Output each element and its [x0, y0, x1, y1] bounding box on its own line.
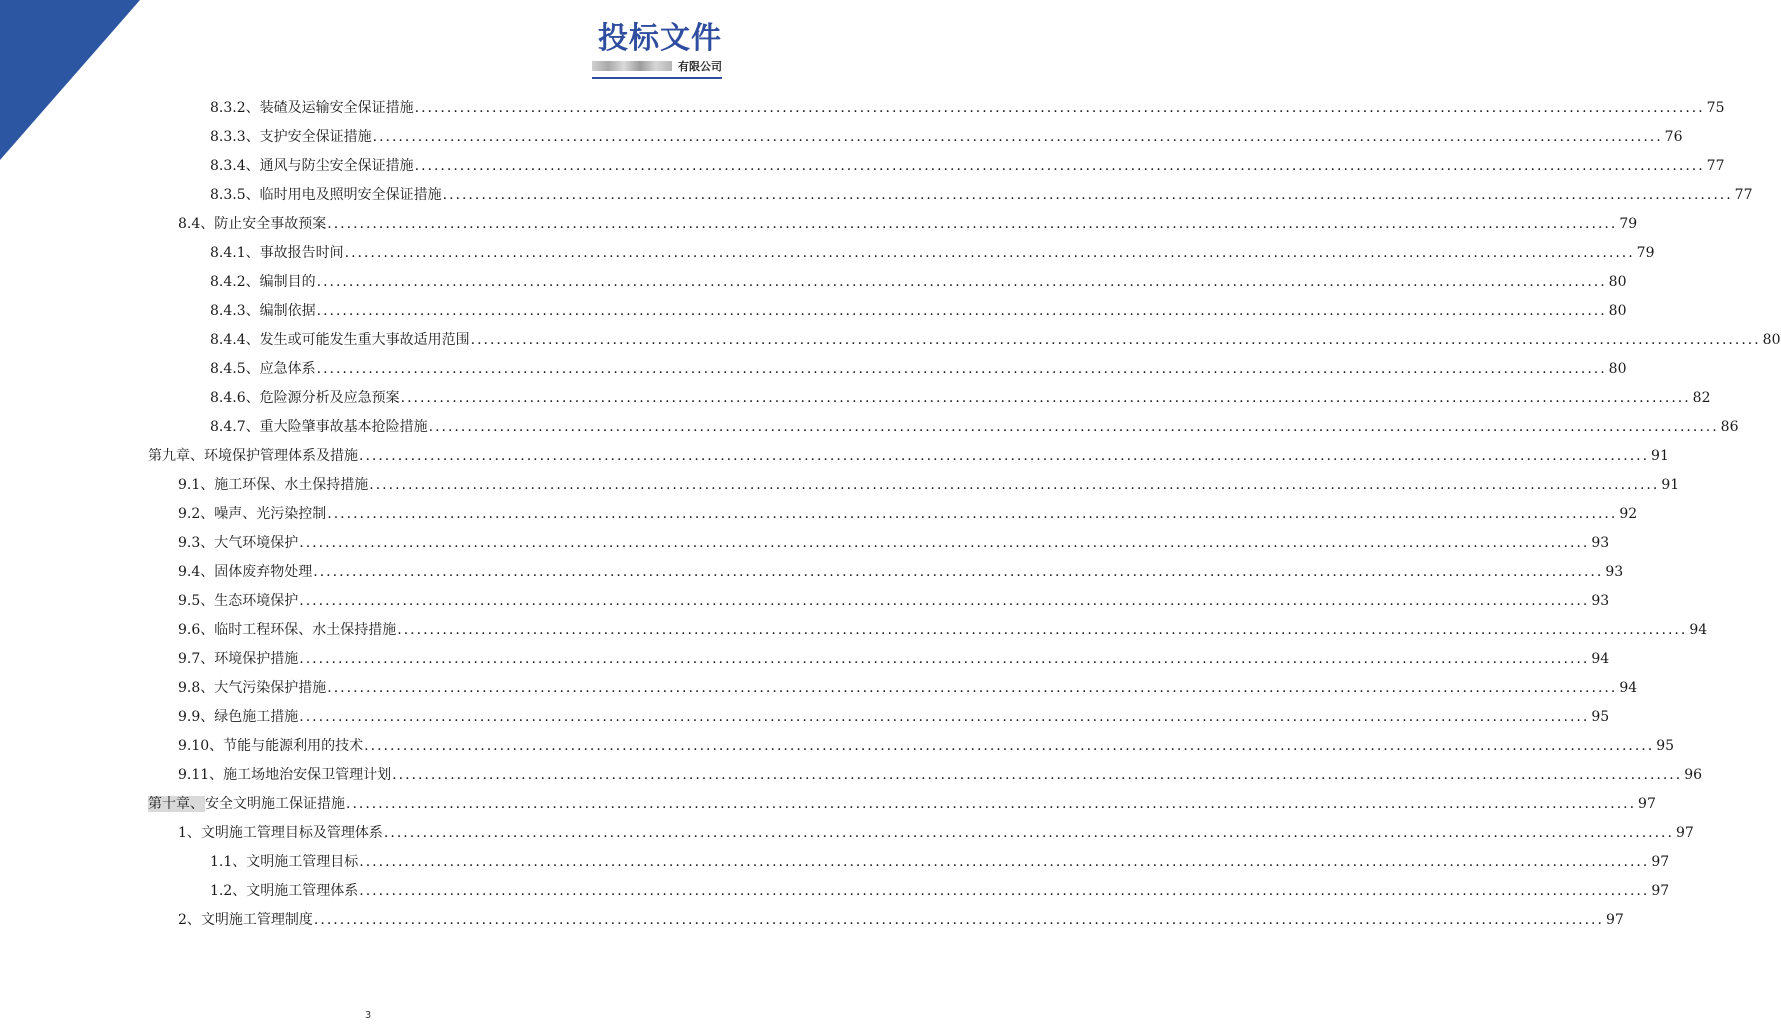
toc-entry-page: 79 [1619, 216, 1638, 232]
toc-entry-label: 9.2、噪声、光污染控制 [178, 506, 327, 522]
toc-entry-page: 80 [1762, 332, 1781, 348]
toc-entry[interactable] [178, 763, 1703, 787]
toc-entry[interactable] [148, 792, 1656, 816]
toc-entry-page: 95 [1656, 738, 1675, 754]
toc-entry-page: 75 [1706, 100, 1725, 116]
toc-entry-label: 8.4.3、编制依据 [210, 303, 316, 319]
toc-entry[interactable] [210, 96, 1725, 120]
toc-entry[interactable] [178, 560, 1624, 584]
toc-entry[interactable] [178, 589, 1610, 613]
toc-entry-label: 9.3、大气环境保护 [178, 535, 299, 551]
toc-dot-leader: ........................................................................................................................................................................................................ [327, 216, 1618, 232]
toc-entry-page: 96 [1684, 767, 1703, 783]
toc-entry[interactable] [178, 676, 1638, 700]
toc-entry[interactable] [178, 473, 1680, 497]
toc-dot-leader: ........................................................................................................................................................................................................ [299, 651, 1590, 667]
page-number: 3 [364, 1010, 372, 1021]
toc-dot-leader: ........................................................................................................................................................................................................ [299, 535, 1590, 551]
toc-dot-leader: ........................................................................................................................................................................................................ [316, 361, 1607, 377]
toc-dot-leader: ........................................................................................................................................................................................................ [414, 158, 1705, 174]
toc-entry-label: 9.9、绿色施工措施 [178, 709, 299, 725]
toc-entry-page: 97 [1651, 854, 1670, 870]
toc-entry-label: 2、文明施工管理制度 [178, 912, 313, 928]
toc-entry-label: 8.3.5、临时用电及照明安全保证措施 [210, 187, 442, 203]
toc-dot-leader: ........................................................................................................................................................................................................ [369, 477, 1660, 493]
toc-entry-page: 95 [1591, 709, 1610, 725]
toc-entry[interactable] [178, 618, 1708, 642]
toc-entry-page: 94 [1591, 651, 1610, 667]
toc-dot-leader: ........................................................................................................................................................................................................ [397, 622, 1688, 638]
toc-entry-label: 9.7、环境保护措施 [178, 651, 299, 667]
toc-entry-page: 97 [1675, 825, 1694, 841]
toc-entry-label: 9.6、临时工程环保、水土保持措施 [178, 622, 397, 638]
toc-entry-label: 9.1、施工环保、水土保持措施 [178, 477, 369, 493]
corner-decoration [0, 0, 140, 160]
redacted-company-name [592, 61, 672, 71]
toc-entry[interactable] [210, 125, 1683, 149]
toc-dot-leader: ........................................................................................................................................................................................................ [344, 245, 1635, 261]
toc-dot-leader: ........................................................................................................................................................................................................ [313, 564, 1604, 580]
toc-entry-page: 77 [1706, 158, 1725, 174]
toc-entry-page: 92 [1619, 506, 1638, 522]
toc-dot-leader: ........................................................................................................................................................................................................ [400, 390, 1691, 406]
toc-entry[interactable] [148, 444, 1669, 468]
toc-entry-label: 8.3.3、支护安全保证措施 [210, 129, 372, 145]
toc-entry[interactable] [210, 879, 1670, 903]
toc-entry-label: 8.4、防止安全事故预案 [178, 216, 327, 232]
toc-entry-label: 8.4.2、编制目的 [210, 274, 316, 290]
toc-dot-leader: ........................................................................................................................................................................................................ [442, 187, 1733, 203]
toc-entry-label: 9.8、大气污染保护措施 [178, 680, 327, 696]
toc-entry[interactable] [210, 270, 1627, 294]
toc-entry-page: 97 [1605, 912, 1624, 928]
toc-entry-label: 8.4.6、危险源分析及应急预案 [210, 390, 400, 406]
toc-entry[interactable] [178, 212, 1638, 236]
toc-entry[interactable] [178, 734, 1675, 758]
toc-dot-leader: ........................................................................................................................................................................................................ [316, 303, 1607, 319]
toc-dot-leader: ........................................................................................................................................................................................................ [414, 100, 1705, 116]
toc-entry[interactable] [178, 647, 1610, 671]
toc-entry-page: 77 [1734, 187, 1753, 203]
toc-entry-page: 93 [1605, 564, 1624, 580]
toc-entry-page: 94 [1619, 680, 1638, 696]
toc-entry-page: 93 [1591, 535, 1610, 551]
toc-dot-leader: ........................................................................................................................................................................................................ [359, 448, 1650, 464]
brand-subline [592, 58, 722, 74]
toc-entry-label: 1.1、文明施工管理目标 [210, 854, 359, 870]
toc-entry-page: 97 [1638, 796, 1656, 812]
toc-entry-label: 9.10、节能与能源利用的技术 [178, 738, 364, 754]
toc-entry-label: 8.3.2、装碴及运输安全保证措施 [210, 100, 414, 116]
toc-entry-page: 80 [1608, 303, 1627, 319]
toc-entry-page: 80 [1608, 274, 1627, 290]
toc-entry-label: 8.3.4、通风与防尘安全保证措施 [210, 158, 414, 174]
toc-entry[interactable] [178, 821, 1694, 845]
toc-entry-highlight: 第十章、 [148, 796, 204, 812]
toc-dot-leader: ........................................................................................................................................................................................................ [364, 738, 1655, 754]
toc-entry-label: 1、文明施工管理目标及管理体系 [178, 825, 383, 841]
toc-entry[interactable] [210, 154, 1725, 178]
toc-entry-label: 8.4.1、事故报告时间 [210, 245, 344, 261]
toc-entry-label: 9.11、施工场地治安保卫管理计划 [178, 767, 392, 783]
toc-entry[interactable] [178, 502, 1638, 526]
toc-entry[interactable] [210, 850, 1670, 874]
toc-entry-page: 91 [1651, 448, 1669, 464]
toc-entry-page: 76 [1664, 129, 1683, 145]
toc-dot-leader: ........................................................................................................................................................................................................ [299, 593, 1590, 609]
toc-entry[interactable] [210, 299, 1627, 323]
toc-entry[interactable] [210, 183, 1753, 207]
toc-entry[interactable] [210, 415, 1739, 439]
toc-dot-leader: ........................................................................................................................................................................................................ [359, 883, 1650, 899]
toc-dot-leader: ........................................................................................................................................................................................................ [299, 709, 1590, 725]
toc-entry[interactable] [178, 908, 1624, 932]
toc-entry-page: 80 [1608, 361, 1627, 377]
toc-entry-page: 97 [1651, 883, 1670, 899]
toc-dot-leader: ........................................................................................................................................................................................................ [327, 680, 1618, 696]
toc-entry-label: 8.4.4、发生或可能发生重大事故适用范围 [210, 332, 470, 348]
brand-header [592, 22, 722, 79]
toc-entry-label: 第九章、环境保护管理体系及措施 [148, 448, 358, 464]
toc-entry-label: 1.2、文明施工管理体系 [210, 883, 359, 899]
toc-entry-page: 86 [1720, 419, 1739, 435]
toc-dot-leader: ........................................................................................................................................................................................................ [470, 332, 1761, 348]
toc-entry-label: 8.4.7、重大险肇事故基本抢险措施 [210, 419, 428, 435]
toc-dot-leader: ........................................................................................................................................................................................................ [359, 854, 1650, 870]
toc-entry-label: 8.4.5、应急体系 [210, 361, 316, 377]
toc-entry-page: 93 [1591, 593, 1610, 609]
brand-title: 投标文件 [598, 21, 722, 56]
toc-entry[interactable] [210, 328, 1781, 352]
toc-dot-leader: ........................................................................................................................................................................................................ [372, 129, 1663, 145]
toc-dot-leader: ........................................................................................................................................................................................................ [313, 912, 1604, 928]
toc-entry-page: 91 [1661, 477, 1680, 493]
toc-dot-leader: ........................................................................................................................................................................................................ [383, 825, 1674, 841]
toc-dot-leader: ........................................................................................................................................................................................................ [428, 419, 1719, 435]
toc-entry-label: 9.4、固体废弃物处理 [178, 564, 313, 580]
toc-entry[interactable] [178, 705, 1610, 729]
toc-entry-label: 9.5、生态环境保护 [178, 593, 299, 609]
toc-dot-leader: ........................................................................................................................................................................................................ [346, 796, 1637, 812]
toc-dot-leader: ........................................................................................................................................................................................................ [327, 506, 1618, 522]
toc-entry[interactable] [210, 386, 1711, 410]
toc-entry[interactable] [210, 241, 1655, 265]
brand-company: 有限公司 [678, 60, 722, 73]
toc-entry[interactable] [178, 531, 1610, 555]
toc-entry[interactable] [210, 357, 1627, 381]
toc-dot-leader: ........................................................................................................................................................................................................ [316, 274, 1607, 290]
toc-entry-page: 94 [1689, 622, 1708, 638]
toc-entry-label: 第十章、安全文明施工保证措施 [148, 796, 345, 812]
toc-entry-page: 79 [1636, 245, 1655, 261]
toc-entry-page: 82 [1692, 390, 1711, 406]
toc-dot-leader: ........................................................................................................................................................................................................ [392, 767, 1683, 783]
brand-rule [592, 77, 722, 79]
